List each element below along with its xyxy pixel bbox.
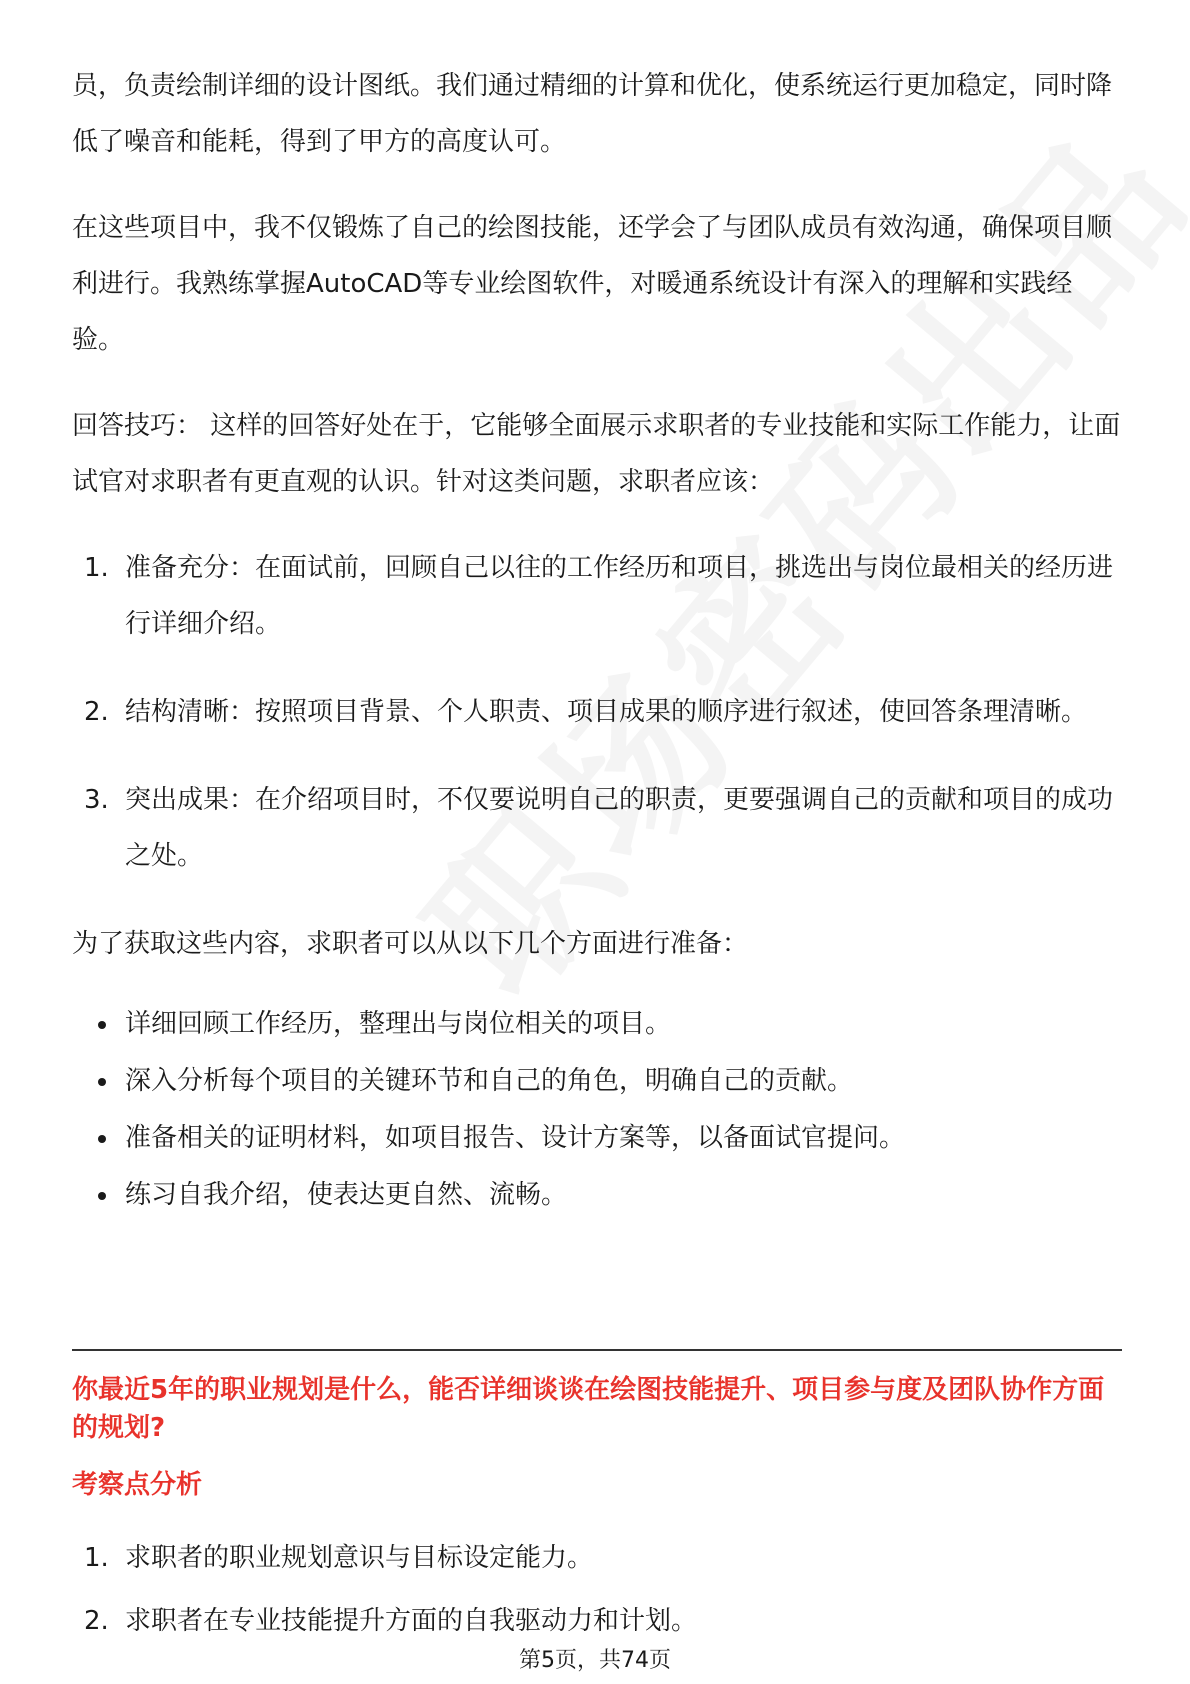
- list-item-text: 求职者的职业规划意识与目标设定能力。: [125, 1543, 594, 1573]
- paragraph-project-result: 员，负责绘制详细的设计图纸。我们通过精细的计算和优化，使系统运行更加稳定，同时降低了噪音和能耗，得到了甲方的高度认可。: [72, 71, 1113, 157]
- main-content: [72, 58, 1122, 1254]
- list-number: 2.: [84, 1606, 109, 1636]
- list-item: [72, 772, 1122, 884]
- list-item-text: 结构清晰：按照项目背景、个人职责、项目成果的顺序进行叙述，使回答条理清晰。: [125, 697, 1088, 727]
- list-item: [72, 1167, 1122, 1224]
- bullet-icon: [98, 1192, 106, 1200]
- list-item-text: 突出成果：在介绍项目时，不仅要说明自己的职责，更要强调自己的贡献和项目的成功之处。: [125, 785, 1114, 871]
- list-number: 1.: [84, 1543, 109, 1573]
- section-divider: [72, 1349, 1122, 1351]
- bullet-icon: [98, 1078, 106, 1086]
- list-item: [72, 1110, 1122, 1167]
- list-item-text: 求职者在专业技能提升方面的自我驱动力和计划。: [125, 1606, 698, 1636]
- list-item: [72, 1053, 1122, 1110]
- analysis-title: 考察点分析: [72, 1470, 203, 1500]
- page-number: 第5页，共74页: [519, 1648, 671, 1673]
- interview-question: 你最近5年的职业规划是什么，能否详细谈谈在绘图技能提升、项目参与度及团队协作方面的规划?: [72, 1375, 1105, 1443]
- list-item: [72, 540, 1122, 652]
- list-number: 1.: [84, 553, 109, 583]
- list-item: [72, 1530, 1122, 1586]
- paragraph-skills: 在这些项目中，我不仅锻炼了自己的绘图技能，还学会了与团队成员有效沟通，确保项目顺利进行。我熟练掌握AutoCAD等专业绘图软件，对暖通系统设计有深入的理解和实践经验。: [72, 213, 1113, 355]
- list-item-text: 深入分析每个项目的关键环节和自己的角色，明确自己的贡献。: [125, 1066, 854, 1096]
- list-item: [72, 1593, 1122, 1649]
- list-item-text: 准备相关的证明材料，如项目报告、设计方案等，以备面试官提问。: [125, 1123, 906, 1153]
- list-number: 2.: [84, 697, 109, 727]
- prep-list: [72, 996, 1122, 1224]
- bullet-icon: [98, 1021, 106, 1029]
- list-item: [72, 996, 1122, 1053]
- paragraph-prep-intro: 为了获取这些内容，求职者可以从以下几个方面进行准备：: [72, 929, 749, 959]
- bullet-icon: [98, 1135, 106, 1143]
- paragraph-answer-tips: 回答技巧： 这样的回答好处在于，它能够全面展示求职者的专业技能和实际工作能力，让面试官对求职者有更直观的认识。针对这类问题，求职者应该：: [72, 411, 1121, 497]
- list-item: [72, 684, 1122, 740]
- list-item-text: 练习自我介绍，使表达更自然、流畅。: [125, 1180, 568, 1210]
- list-item-text: 详细回顾工作经历，整理出与岗位相关的项目。: [125, 1009, 672, 1039]
- analysis-list: [72, 1530, 1122, 1656]
- list-item-text: 准备充分：在面试前，回顾自己以往的工作经历和项目，挑选出与岗位最相关的经历进行详细介绍。: [125, 553, 1114, 639]
- tips-list: [72, 540, 1122, 884]
- list-number: 3.: [84, 785, 109, 815]
